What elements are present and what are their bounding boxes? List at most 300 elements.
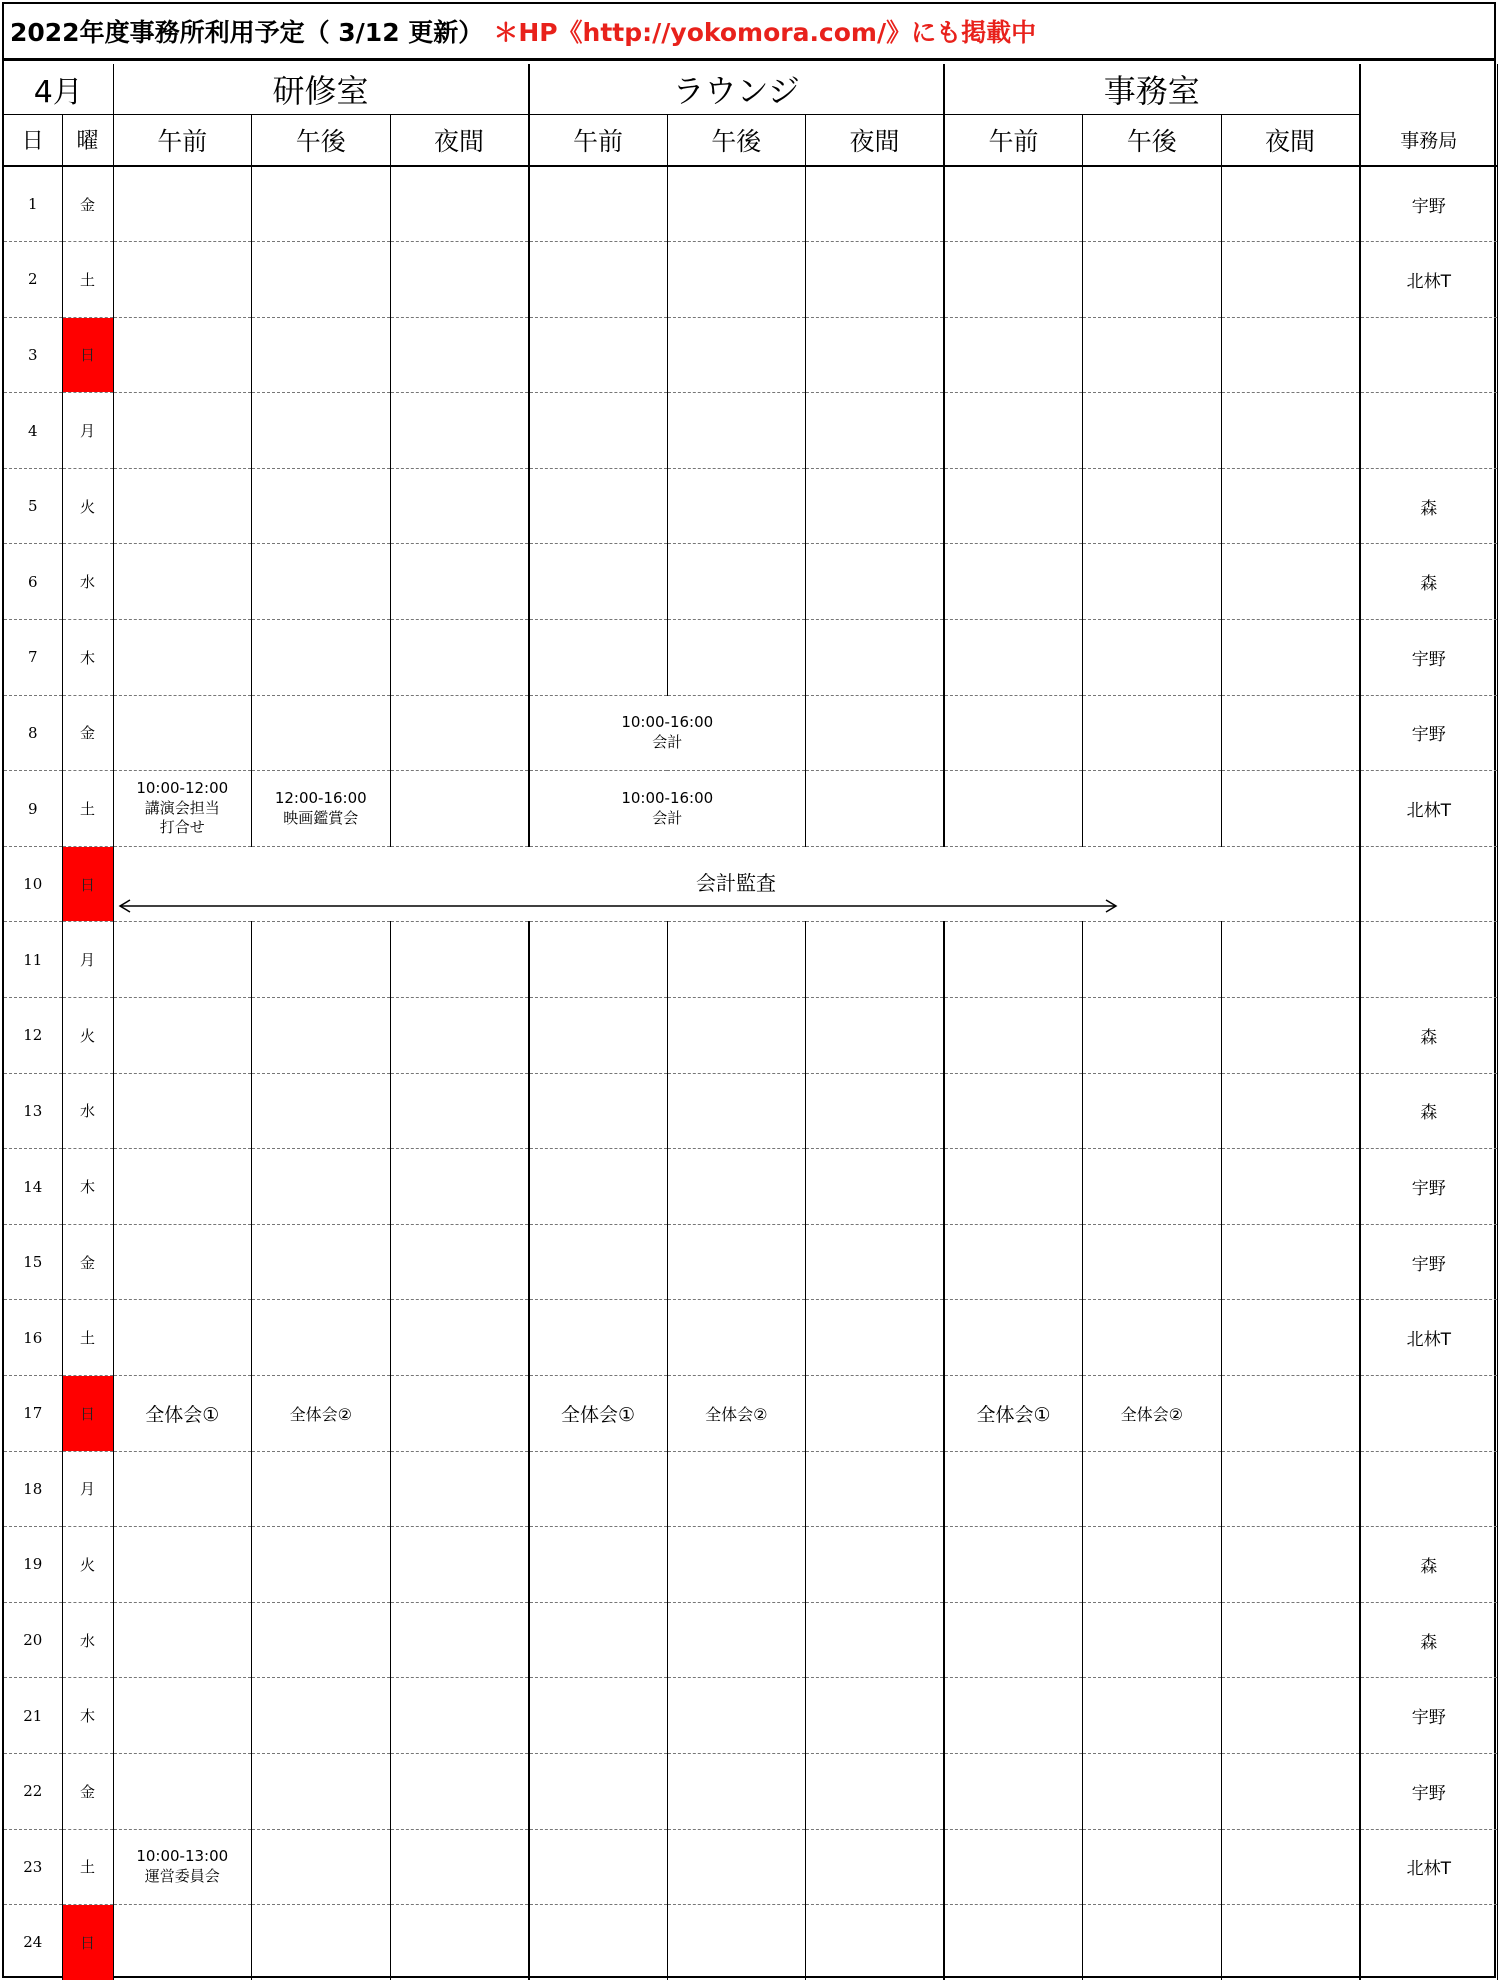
day-number: 1 — [4, 166, 62, 242]
schedule-cell — [113, 1753, 252, 1829]
schedule-cell — [1083, 771, 1222, 847]
schedule-cell — [252, 317, 391, 393]
schedule-cell — [529, 1829, 668, 1905]
schedule-cell — [944, 1678, 1083, 1754]
weekday-cell: 金 — [62, 695, 113, 771]
table-row — [4, 1300, 1498, 1376]
general-meeting-1: 全体会① — [145, 1403, 220, 1426]
schedule-cell — [667, 317, 806, 393]
schedule-cell — [806, 393, 945, 469]
day-number: 17 — [4, 1376, 62, 1452]
schedule-cell — [113, 1905, 252, 1980]
slot-header-pm: 午後 — [1083, 114, 1222, 166]
day-number: 4 — [4, 393, 62, 469]
schedule-cell — [252, 922, 391, 998]
training-event-line: 映画鑑賞会 — [283, 808, 359, 827]
schedule-cell — [113, 166, 252, 242]
table-row — [4, 1451, 1498, 1527]
slot-header-pm: 午後 — [252, 114, 391, 166]
schedule-cell — [806, 1224, 945, 1300]
schedule-cell — [252, 771, 391, 847]
table-row — [4, 1829, 1498, 1905]
weekday-cell: 土 — [62, 1829, 113, 1905]
schedule-cell — [806, 1527, 945, 1603]
slot-header-am: 午前 — [529, 114, 668, 166]
table-row — [4, 1602, 1498, 1678]
weekday-cell: 金 — [62, 166, 113, 242]
committee-event-line: 運営委員会 — [144, 1866, 220, 1885]
lounge-event-line: 10:00-16:00 — [621, 789, 714, 808]
schedule-cell — [390, 1149, 529, 1225]
schedule-cell — [529, 620, 668, 696]
table-row — [4, 1224, 1498, 1300]
day-number: 8 — [4, 695, 62, 771]
schedule-cell — [390, 1073, 529, 1149]
schedule-cell — [390, 166, 529, 242]
schedule-cell — [113, 544, 252, 620]
schedule-cell — [529, 1602, 668, 1678]
office-staff: 森 — [1360, 544, 1498, 620]
schedule-cell — [667, 1300, 806, 1376]
schedule-cell — [252, 1376, 391, 1452]
office-staff: 森 — [1360, 1073, 1498, 1149]
schedule-cell — [252, 1300, 391, 1376]
schedule-cell — [667, 1905, 806, 1980]
schedule-cell — [806, 468, 945, 544]
office-staff: 宇野 — [1360, 1224, 1498, 1300]
schedule-cell — [944, 242, 1083, 318]
schedule-cell — [252, 1602, 391, 1678]
schedule-cell — [390, 1905, 529, 1980]
lounge-event — [530, 789, 806, 828]
office-staff: 森 — [1360, 468, 1498, 544]
schedule-cell — [806, 922, 945, 998]
schedule-cell — [390, 771, 529, 847]
table-row — [4, 544, 1498, 620]
schedule-cell — [806, 166, 945, 242]
schedule-cell — [667, 1224, 806, 1300]
schedule-cell — [667, 922, 806, 998]
schedule-cell — [1221, 771, 1360, 847]
schedule-sheet — [2, 2, 1496, 1978]
schedule-cell — [113, 317, 252, 393]
schedule-cell — [252, 620, 391, 696]
weekday-cell: 火 — [62, 998, 113, 1074]
schedule-cell — [252, 468, 391, 544]
room-header-training: 研修室 — [113, 64, 529, 114]
audit-span — [114, 847, 1359, 922]
schedule-cell — [113, 998, 252, 1074]
schedule-cell — [806, 1753, 945, 1829]
schedule-cell — [390, 1451, 529, 1527]
schedule-cell — [252, 1451, 391, 1527]
schedule-cell — [806, 1829, 945, 1905]
day-number: 2 — [4, 242, 62, 318]
schedule-cell — [667, 1073, 806, 1149]
schedule-cell — [113, 1224, 252, 1300]
table-row — [4, 1073, 1498, 1149]
table-row — [4, 1905, 1498, 1980]
schedule-cell — [529, 1451, 668, 1527]
schedule-cell — [1221, 166, 1360, 242]
schedule-cell — [252, 695, 391, 771]
schedule-cell — [390, 1527, 529, 1603]
schedule-cell — [1221, 1300, 1360, 1376]
weekday-cell: 水 — [62, 1602, 113, 1678]
schedule-cell — [390, 393, 529, 469]
schedule-cell — [1083, 544, 1222, 620]
office-staff — [1360, 317, 1498, 393]
schedule-cell — [1221, 1376, 1360, 1452]
schedule-cell — [667, 242, 806, 318]
schedule-cell — [529, 1527, 668, 1603]
schedule-cell — [390, 1829, 529, 1905]
schedule-cell — [1221, 922, 1360, 998]
schedule-cell — [944, 1905, 1083, 1980]
schedule-cell — [806, 1149, 945, 1225]
schedule-cell — [252, 1224, 391, 1300]
schedule-cell — [1083, 1678, 1222, 1754]
schedule-cell — [252, 1149, 391, 1225]
table-row — [4, 1753, 1498, 1829]
schedule-cell — [529, 922, 668, 998]
title-bar — [4, 4, 1494, 61]
schedule-cell — [806, 1300, 945, 1376]
schedule-cell — [806, 1073, 945, 1149]
weekday-cell: 月 — [62, 922, 113, 998]
weekday-cell: 日 — [62, 846, 113, 922]
schedule-cell — [1083, 1602, 1222, 1678]
schedule-cell — [113, 468, 252, 544]
slot-header-pm: 午後 — [667, 114, 806, 166]
day-number: 13 — [4, 1073, 62, 1149]
office-staff: 北林T — [1360, 1829, 1498, 1905]
day-number: 10 — [4, 846, 62, 922]
schedule-cell — [944, 1149, 1083, 1225]
schedule-cell — [667, 1678, 806, 1754]
slot-header-am: 午前 — [944, 114, 1083, 166]
schedule-cell — [1221, 695, 1360, 771]
schedule-cell — [1221, 1905, 1360, 1980]
schedule-cell — [667, 1829, 806, 1905]
table-row — [4, 1678, 1498, 1754]
weekday-cell: 金 — [62, 1224, 113, 1300]
day-number: 18 — [4, 1451, 62, 1527]
office-staff — [1360, 393, 1498, 469]
schedule-cell — [252, 393, 391, 469]
double-arrow-icon — [118, 899, 1118, 913]
schedule-cell — [1083, 1376, 1222, 1452]
schedule-cell — [113, 1678, 252, 1754]
office-staff — [1360, 922, 1498, 998]
committee-event-line: 10:00-13:00 — [136, 1847, 229, 1866]
day-number: 7 — [4, 620, 62, 696]
schedule-cell — [252, 998, 391, 1074]
table-row — [4, 468, 1498, 544]
schedule-cell — [1083, 922, 1222, 998]
schedule-cell — [113, 393, 252, 469]
day-column-header: 日 — [4, 114, 62, 166]
table-row — [4, 922, 1498, 998]
schedule-cell — [529, 1149, 668, 1225]
schedule-cell — [252, 166, 391, 242]
schedule-cell — [667, 468, 806, 544]
office-staff: 北林T — [1360, 771, 1498, 847]
schedule-cell — [944, 468, 1083, 544]
schedule-cell — [113, 1602, 252, 1678]
day-number: 22 — [4, 1753, 62, 1829]
schedule-cell — [113, 1149, 252, 1225]
weekday-cell: 土 — [62, 242, 113, 318]
weekday-cell: 木 — [62, 620, 113, 696]
day-number: 6 — [4, 544, 62, 620]
slot-header-am: 午前 — [113, 114, 252, 166]
schedule-cell — [390, 620, 529, 696]
weekday-column-header: 曜 — [62, 114, 113, 166]
table-row — [4, 771, 1498, 847]
office-staff — [1360, 1905, 1498, 1980]
schedule-cell — [944, 620, 1083, 696]
weekday-cell: 木 — [62, 1678, 113, 1754]
office-header-blank — [1360, 64, 1498, 114]
office-staff: 北林T — [1360, 1300, 1498, 1376]
schedule-cell — [667, 1602, 806, 1678]
schedule-cell — [944, 695, 1083, 771]
schedule-cell — [806, 317, 945, 393]
day-number: 11 — [4, 922, 62, 998]
weekday-cell: 土 — [62, 1300, 113, 1376]
schedule-cell — [529, 1905, 668, 1980]
office-staff — [1360, 846, 1498, 922]
office-staff: 森 — [1360, 1527, 1498, 1603]
lounge-event-line: 会計 — [652, 808, 683, 827]
slot-header-night: 夜間 — [806, 114, 945, 166]
schedule-cell — [529, 468, 668, 544]
lounge-event — [530, 713, 806, 752]
schedule-cell — [944, 998, 1083, 1074]
schedule-cell — [113, 1829, 252, 1905]
lounge-event-line: 会計 — [652, 732, 683, 751]
schedule-cell — [1221, 1678, 1360, 1754]
table-row — [4, 998, 1498, 1074]
table-row — [4, 620, 1498, 696]
schedule-cell — [1221, 317, 1360, 393]
schedule-cell — [667, 1753, 806, 1829]
schedule-cell — [1083, 695, 1222, 771]
schedule-cell — [806, 242, 945, 318]
schedule-cell — [667, 1451, 806, 1527]
schedule-cell — [252, 1753, 391, 1829]
schedule-cell — [806, 998, 945, 1074]
schedule-cell — [252, 242, 391, 318]
schedule-cell — [113, 1527, 252, 1603]
schedule-cell — [667, 620, 806, 696]
schedule-cell — [1083, 1829, 1222, 1905]
weekday-cell: 土 — [62, 771, 113, 847]
office-staff: 森 — [1360, 1602, 1498, 1678]
hp-notice: ＊HP《http://yokomora.com/》にも掲載中 — [493, 18, 1037, 47]
schedule-cell — [529, 1073, 668, 1149]
training-event-line: 10:00-12:00 — [136, 779, 229, 798]
schedule-cell — [944, 1527, 1083, 1603]
schedule-cell — [806, 1451, 945, 1527]
schedule-cell — [113, 1300, 252, 1376]
schedule-cell — [113, 620, 252, 696]
training-event-line: 講演会担当 — [144, 798, 220, 817]
schedule-cell — [806, 1376, 945, 1452]
slot-header-night: 夜間 — [390, 114, 529, 166]
schedule-table — [4, 64, 1498, 1980]
day-number: 24 — [4, 1905, 62, 1980]
weekday-cell: 月 — [62, 1451, 113, 1527]
schedule-cell — [1221, 620, 1360, 696]
office-staff: 森 — [1360, 998, 1498, 1074]
schedule-cell — [944, 544, 1083, 620]
schedule-cell — [1221, 1753, 1360, 1829]
page-title: 2022年度事務所利用予定（ 3/12 更新） — [10, 18, 484, 47]
schedule-cell — [529, 242, 668, 318]
weekday-cell: 日 — [62, 317, 113, 393]
office-staff: 宇野 — [1360, 166, 1498, 242]
office-column-header: 事務局 — [1360, 114, 1498, 166]
schedule-cell — [944, 1829, 1083, 1905]
day-number: 21 — [4, 1678, 62, 1754]
schedule-cell — [390, 922, 529, 998]
schedule-cell — [944, 771, 1083, 847]
schedule-cell — [806, 771, 945, 847]
day-number: 15 — [4, 1224, 62, 1300]
schedule-cell — [806, 620, 945, 696]
schedule-cell — [944, 1451, 1083, 1527]
schedule-cell — [944, 393, 1083, 469]
schedule-cell — [113, 771, 252, 847]
schedule-cell — [1221, 242, 1360, 318]
schedule-cell — [944, 317, 1083, 393]
schedule-cell — [529, 317, 668, 393]
schedule-cell — [390, 1602, 529, 1678]
office-staff — [1360, 1451, 1498, 1527]
schedule-cell — [113, 1451, 252, 1527]
schedule-cell — [1221, 1829, 1360, 1905]
schedule-cell — [944, 166, 1083, 242]
schedule-cell — [667, 393, 806, 469]
schedule-cell — [944, 1753, 1083, 1829]
schedule-cell — [944, 1224, 1083, 1300]
schedule-cell — [944, 1073, 1083, 1149]
schedule-cell — [1083, 1073, 1222, 1149]
audit-cell — [113, 846, 1360, 922]
day-number: 20 — [4, 1602, 62, 1678]
schedule-cell — [1221, 1451, 1360, 1527]
schedule-cell — [1083, 998, 1222, 1074]
schedule-cell — [1221, 544, 1360, 620]
office-staff: 宇野 — [1360, 1753, 1498, 1829]
schedule-cell — [252, 1829, 391, 1905]
audit-label: 会計監査 — [696, 870, 777, 895]
schedule-cell — [667, 544, 806, 620]
schedule-cell — [529, 544, 668, 620]
office-staff: 宇野 — [1360, 695, 1498, 771]
schedule-cell — [252, 1678, 391, 1754]
table-row — [4, 846, 1498, 922]
day-number: 5 — [4, 468, 62, 544]
schedule-cell — [390, 544, 529, 620]
schedule-cell — [1221, 468, 1360, 544]
schedule-cell — [806, 544, 945, 620]
training-event-line: 打合せ — [159, 818, 205, 837]
schedule-cell — [529, 695, 806, 771]
schedule-cell — [1083, 1149, 1222, 1225]
schedule-cell — [1221, 1602, 1360, 1678]
schedule-cell — [113, 695, 252, 771]
general-meeting-1: 全体会① — [560, 1403, 636, 1426]
schedule-cell — [390, 1376, 529, 1452]
schedule-cell — [1083, 468, 1222, 544]
schedule-cell — [390, 1753, 529, 1829]
day-number: 9 — [4, 771, 62, 847]
schedule-cell — [113, 1376, 252, 1452]
training-event-line: 12:00-16:00 — [274, 789, 367, 808]
table-row — [4, 1149, 1498, 1225]
schedule-cell — [667, 998, 806, 1074]
schedule-cell — [390, 468, 529, 544]
schedule-cell — [1221, 998, 1360, 1074]
office-staff — [1360, 1376, 1498, 1452]
schedule-cell — [390, 998, 529, 1074]
schedule-cell — [529, 998, 668, 1074]
schedule-cell — [944, 922, 1083, 998]
schedule-cell — [1221, 1527, 1360, 1603]
general-meeting-2: 全体会② — [705, 1404, 768, 1424]
committee-event — [114, 1847, 252, 1886]
schedule-cell — [1221, 1073, 1360, 1149]
month-label: 4月 — [4, 64, 113, 114]
schedule-cell — [944, 1300, 1083, 1376]
schedule-cell — [667, 1376, 806, 1452]
schedule-cell — [113, 242, 252, 318]
schedule-cell — [1221, 1224, 1360, 1300]
weekday-cell: 火 — [62, 468, 113, 544]
schedule-cell — [252, 544, 391, 620]
schedule-cell — [667, 1527, 806, 1603]
table-row — [4, 317, 1498, 393]
schedule-cell — [1083, 1753, 1222, 1829]
schedule-cell — [529, 166, 668, 242]
schedule-cell — [252, 1905, 391, 1980]
weekday-cell: 水 — [62, 1073, 113, 1149]
day-number: 3 — [4, 317, 62, 393]
schedule-cell — [390, 242, 529, 318]
general-meeting-2: 全体会② — [1120, 1404, 1183, 1424]
office-staff: 宇野 — [1360, 1149, 1498, 1225]
day-number: 12 — [4, 998, 62, 1074]
schedule-cell — [806, 1678, 945, 1754]
day-number: 23 — [4, 1829, 62, 1905]
schedule-cell — [529, 1678, 668, 1754]
schedule-cell — [1083, 1451, 1222, 1527]
schedule-cell — [1083, 1527, 1222, 1603]
schedule-cell — [529, 1376, 668, 1452]
schedule-cell — [944, 1602, 1083, 1678]
schedule-cell — [529, 1753, 668, 1829]
schedule-cell — [1083, 1905, 1222, 1980]
office-staff: 北林T — [1360, 242, 1498, 318]
slot-header-night: 夜間 — [1221, 114, 1360, 166]
schedule-cell — [529, 771, 806, 847]
weekday-cell: 火 — [62, 1527, 113, 1603]
office-staff: 宇野 — [1360, 620, 1498, 696]
table-row — [4, 242, 1498, 318]
